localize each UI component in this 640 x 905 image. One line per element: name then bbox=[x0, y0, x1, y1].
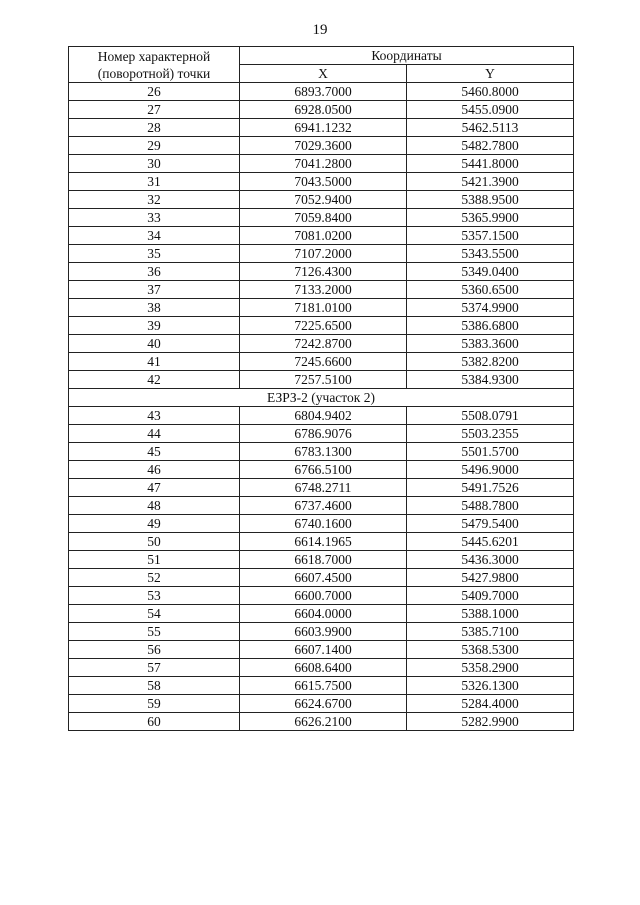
point-number-cell: 56 bbox=[69, 641, 240, 659]
y-coordinate-cell: 5343.5500 bbox=[407, 245, 574, 263]
page-number: 19 bbox=[312, 22, 328, 38]
y-coordinate-cell: 5436.3000 bbox=[407, 551, 574, 569]
table-row bbox=[69, 335, 574, 353]
table-row bbox=[69, 173, 574, 191]
point-number-cell: 29 bbox=[69, 137, 240, 155]
point-number-cell: 57 bbox=[69, 659, 240, 677]
point-number-cell: 35 bbox=[69, 245, 240, 263]
coordinates-header: Координаты bbox=[240, 47, 574, 65]
x-coordinate-cell: 6600.7000 bbox=[240, 587, 407, 605]
table-row bbox=[69, 659, 574, 677]
x-coordinate-cell: 6618.7000 bbox=[240, 551, 407, 569]
x-coordinate-cell: 7245.6600 bbox=[240, 353, 407, 371]
y-header: Y bbox=[407, 65, 574, 83]
table-row bbox=[69, 641, 574, 659]
x-coordinate-cell: 6740.1600 bbox=[240, 515, 407, 533]
x-header: X bbox=[240, 65, 407, 83]
y-coordinate-cell: 5360.6500 bbox=[407, 281, 574, 299]
point-number-cell: 38 bbox=[69, 299, 240, 317]
y-coordinate-cell: 5357.1500 bbox=[407, 227, 574, 245]
table-row bbox=[69, 209, 574, 227]
y-coordinate-cell: 5349.0400 bbox=[407, 263, 574, 281]
x-coordinate-cell: 7181.0100 bbox=[240, 299, 407, 317]
x-coordinate-cell: 7029.3600 bbox=[240, 137, 407, 155]
table-row bbox=[69, 101, 574, 119]
x-coordinate-cell: 6607.1400 bbox=[240, 641, 407, 659]
y-coordinate-cell: 5326.1300 bbox=[407, 677, 574, 695]
y-coordinate-cell: 5421.3900 bbox=[407, 173, 574, 191]
point-number-cell: 52 bbox=[69, 569, 240, 587]
x-coordinate-cell: 7225.6500 bbox=[240, 317, 407, 335]
table-row bbox=[69, 281, 574, 299]
point-number-cell: 40 bbox=[69, 335, 240, 353]
y-coordinate-cell: 5358.2900 bbox=[407, 659, 574, 677]
coordinates-table bbox=[68, 46, 574, 731]
point-number-cell: 60 bbox=[69, 713, 240, 731]
table-row bbox=[69, 227, 574, 245]
y-coordinate-cell: 5388.9500 bbox=[407, 191, 574, 209]
point-number-cell: 49 bbox=[69, 515, 240, 533]
y-coordinate-cell: 5491.7526 bbox=[407, 479, 574, 497]
point-number-cell: 44 bbox=[69, 425, 240, 443]
y-coordinate-cell: 5496.9000 bbox=[407, 461, 574, 479]
y-coordinate-cell: 5409.7000 bbox=[407, 587, 574, 605]
point-number-cell: 43 bbox=[69, 407, 240, 425]
y-coordinate-cell: 5501.5700 bbox=[407, 443, 574, 461]
y-coordinate-cell: 5455.0900 bbox=[407, 101, 574, 119]
x-coordinate-cell: 7126.4300 bbox=[240, 263, 407, 281]
y-coordinate-cell: 5384.9300 bbox=[407, 371, 574, 389]
table-row bbox=[69, 443, 574, 461]
point-number-cell: 45 bbox=[69, 443, 240, 461]
y-coordinate-cell: 5482.7800 bbox=[407, 137, 574, 155]
point-number-header bbox=[69, 47, 240, 83]
table-row bbox=[69, 191, 574, 209]
y-coordinate-cell: 5385.7100 bbox=[407, 623, 574, 641]
x-coordinate-cell: 7107.2000 bbox=[240, 245, 407, 263]
y-coordinate-cell: 5368.5300 bbox=[407, 641, 574, 659]
x-coordinate-cell: 6624.6700 bbox=[240, 695, 407, 713]
table-row bbox=[69, 713, 574, 731]
y-coordinate-cell: 5427.9800 bbox=[407, 569, 574, 587]
table-row bbox=[69, 497, 574, 515]
x-coordinate-cell: 7133.2000 bbox=[240, 281, 407, 299]
point-number-cell: 59 bbox=[69, 695, 240, 713]
point-number-cell: 31 bbox=[69, 173, 240, 191]
x-coordinate-cell: 6737.4600 bbox=[240, 497, 407, 515]
point-number-cell: 50 bbox=[69, 533, 240, 551]
point-number-cell: 32 bbox=[69, 191, 240, 209]
y-coordinate-cell: 5282.9900 bbox=[407, 713, 574, 731]
point-number-cell: 36 bbox=[69, 263, 240, 281]
table-row bbox=[69, 83, 574, 101]
x-coordinate-cell: 7257.5100 bbox=[240, 371, 407, 389]
x-coordinate-cell: 7242.8700 bbox=[240, 335, 407, 353]
y-coordinate-cell: 5388.1000 bbox=[407, 605, 574, 623]
x-coordinate-cell: 6603.9900 bbox=[240, 623, 407, 641]
y-coordinate-cell: 5503.2355 bbox=[407, 425, 574, 443]
y-coordinate-cell: 5383.3600 bbox=[407, 335, 574, 353]
table-row bbox=[69, 587, 574, 605]
table-header bbox=[69, 47, 574, 83]
table-body bbox=[69, 83, 574, 731]
x-coordinate-cell: 6783.1300 bbox=[240, 443, 407, 461]
y-coordinate-cell: 5382.8200 bbox=[407, 353, 574, 371]
y-coordinate-cell: 5488.7800 bbox=[407, 497, 574, 515]
point-number-cell: 55 bbox=[69, 623, 240, 641]
table-row bbox=[69, 551, 574, 569]
table-row bbox=[69, 407, 574, 425]
x-coordinate-cell: 7043.5000 bbox=[240, 173, 407, 191]
point-number-cell: 30 bbox=[69, 155, 240, 173]
table-row bbox=[69, 353, 574, 371]
table-row bbox=[69, 515, 574, 533]
section-row bbox=[69, 389, 574, 407]
point-number-cell: 46 bbox=[69, 461, 240, 479]
y-coordinate-cell: 5462.5113 bbox=[407, 119, 574, 137]
table-row bbox=[69, 317, 574, 335]
y-coordinate-cell: 5508.0791 bbox=[407, 407, 574, 425]
table-row bbox=[69, 371, 574, 389]
table-row bbox=[69, 245, 574, 263]
x-coordinate-cell: 6804.9402 bbox=[240, 407, 407, 425]
point-number-cell: 28 bbox=[69, 119, 240, 137]
point-number-cell: 41 bbox=[69, 353, 240, 371]
table-row bbox=[69, 299, 574, 317]
point-header-line1: Номер характерной bbox=[97, 48, 211, 64]
point-number-cell: 37 bbox=[69, 281, 240, 299]
point-number-cell: 39 bbox=[69, 317, 240, 335]
point-number-cell: 33 bbox=[69, 209, 240, 227]
table-row bbox=[69, 425, 574, 443]
x-coordinate-cell: 6928.0500 bbox=[240, 101, 407, 119]
table-row bbox=[69, 623, 574, 641]
x-coordinate-cell: 7059.8400 bbox=[240, 209, 407, 227]
table-row bbox=[69, 155, 574, 173]
point-number-cell: 34 bbox=[69, 227, 240, 245]
x-coordinate-cell: 6626.2100 bbox=[240, 713, 407, 731]
x-coordinate-cell: 6608.6400 bbox=[240, 659, 407, 677]
point-number-cell: 51 bbox=[69, 551, 240, 569]
y-coordinate-cell: 5386.6800 bbox=[407, 317, 574, 335]
x-coordinate-cell: 6604.0000 bbox=[240, 605, 407, 623]
x-coordinate-cell: 7041.2800 bbox=[240, 155, 407, 173]
table-row bbox=[69, 569, 574, 587]
point-number-cell: 53 bbox=[69, 587, 240, 605]
x-coordinate-cell: 7052.9400 bbox=[240, 191, 407, 209]
table-row bbox=[69, 605, 574, 623]
x-coordinate-cell: 6607.4500 bbox=[240, 569, 407, 587]
point-number-cell: 42 bbox=[69, 371, 240, 389]
x-coordinate-cell: 6893.7000 bbox=[240, 83, 407, 101]
y-coordinate-cell: 5441.8000 bbox=[407, 155, 574, 173]
table-row bbox=[69, 137, 574, 155]
point-number-cell: 47 bbox=[69, 479, 240, 497]
point-number-cell: 26 bbox=[69, 83, 240, 101]
x-coordinate-cell: 6615.7500 bbox=[240, 677, 407, 695]
table-row bbox=[69, 533, 574, 551]
y-coordinate-cell: 5460.8000 bbox=[407, 83, 574, 101]
x-coordinate-cell: 6941.1232 bbox=[240, 119, 407, 137]
x-coordinate-cell: 6786.9076 bbox=[240, 425, 407, 443]
y-coordinate-cell: 5374.9900 bbox=[407, 299, 574, 317]
y-coordinate-cell: 5479.5400 bbox=[407, 515, 574, 533]
table-row bbox=[69, 461, 574, 479]
point-number-cell: 27 bbox=[69, 101, 240, 119]
x-coordinate-cell: 7081.0200 bbox=[240, 227, 407, 245]
point-header-line2: (поворотной) точки bbox=[97, 65, 211, 81]
point-number-cell: 48 bbox=[69, 497, 240, 515]
table-row bbox=[69, 263, 574, 281]
section-title: ЕЗРЗ-2 (участок 2) bbox=[69, 389, 574, 407]
x-coordinate-cell: 6614.1965 bbox=[240, 533, 407, 551]
y-coordinate-cell: 5365.9900 bbox=[407, 209, 574, 227]
point-number-cell: 58 bbox=[69, 677, 240, 695]
table-row bbox=[69, 677, 574, 695]
x-coordinate-cell: 6748.2711 bbox=[240, 479, 407, 497]
table-row bbox=[69, 695, 574, 713]
x-coordinate-cell: 6766.5100 bbox=[240, 461, 407, 479]
point-number-cell: 54 bbox=[69, 605, 240, 623]
table-row bbox=[69, 479, 574, 497]
y-coordinate-cell: 5284.4000 bbox=[407, 695, 574, 713]
table-row bbox=[69, 119, 574, 137]
y-coordinate-cell: 5445.6201 bbox=[407, 533, 574, 551]
